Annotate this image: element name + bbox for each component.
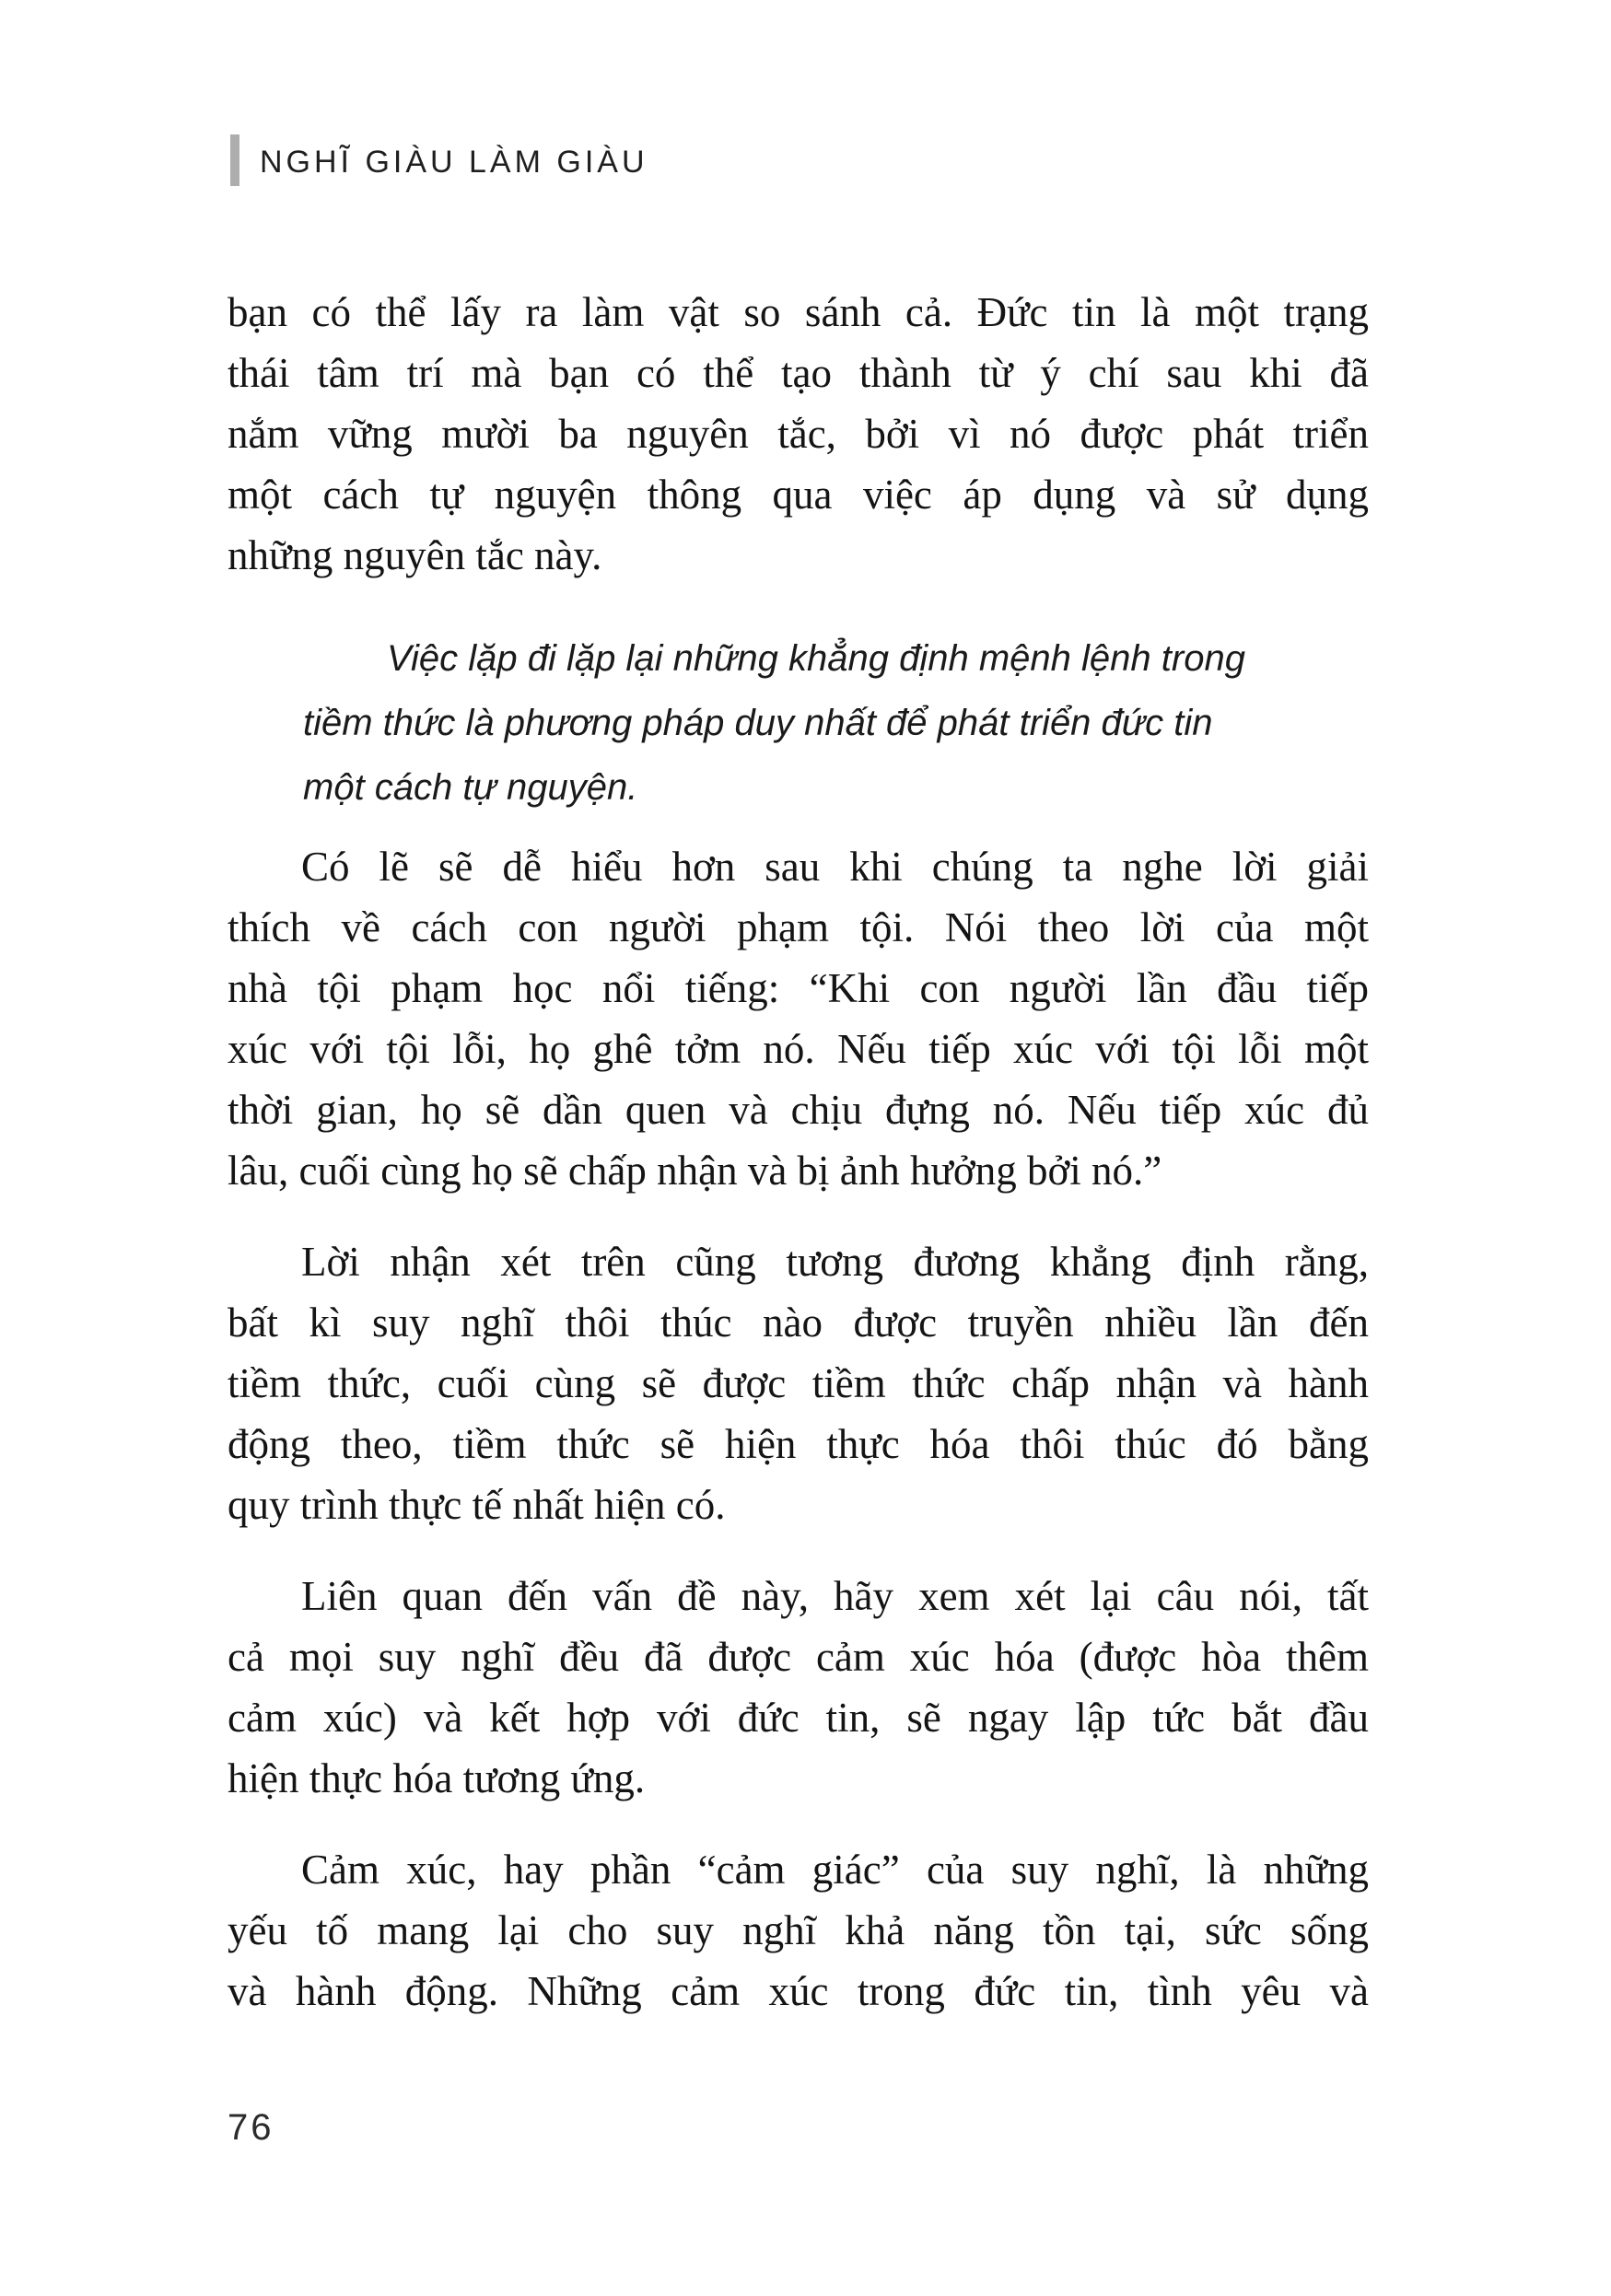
page-number: 76 — [228, 2107, 274, 2148]
text-line: những nguyên tắc này. — [228, 532, 602, 578]
quote-line: tiềm thức là phương pháp duy nhất để phát triển đức tin — [303, 703, 1213, 743]
text-line: tiềm thức, cuối cùng sẽ được tiềm thức chấp nhận và hành — [228, 1360, 1369, 1406]
text-line: thích về cách con người phạm tội. Nói theo lời của một — [228, 904, 1369, 950]
text-line: và hành động. Những cảm xúc trong đức tin, tình yêu và — [228, 1968, 1369, 2014]
paragraph — [228, 836, 1369, 1201]
text-line: thời gian, họ sẽ dần quen và chịu đựng nó. Nếu tiếp xúc đủ — [228, 1087, 1369, 1133]
text-line: động theo, tiềm thức sẽ hiện thực hóa thôi thúc đó bằng — [228, 1421, 1369, 1467]
paragraph — [228, 1566, 1369, 1809]
text-line: Liên quan đến vấn đề này, hãy xem xét lại câu nói, tất — [301, 1573, 1369, 1619]
text-line: Cảm xúc, hay phần “cảm giác” của suy nghĩ, là những — [301, 1847, 1369, 1893]
paragraph — [228, 1231, 1369, 1535]
text-line: nắm vững mười ba nguyên tắc, bởi vì nó được phát triển — [228, 411, 1369, 457]
page-text-block — [228, 282, 1369, 2052]
text-line: một cách tự nguyện thông qua việc áp dụng và sử dụng — [228, 472, 1369, 518]
text-line: yếu tố mang lại cho suy nghĩ khả năng tồn tại, sức sống — [228, 1907, 1369, 1953]
running-header-title: NGHĨ GIÀU LÀM GIÀU — [260, 144, 648, 180]
quote-line: Việc lặp đi lặp lại những khẳng định mệnh lệnh trong — [387, 638, 1245, 679]
text-line: cảm xúc) và kết hợp với đức tin, sẽ ngay lập tức bắt đầu — [228, 1695, 1369, 1741]
text-line: bạn có thể lấy ra làm vật so sánh cả. Đức tin là một trạng — [228, 289, 1369, 335]
text-line: xúc với tội lỗi, họ ghê tởm nó. Nếu tiếp xúc với tội lỗi một — [228, 1026, 1369, 1072]
text-line: quy trình thực tế nhất hiện có. — [228, 1482, 726, 1528]
quote-line: một cách tự nguyện. — [303, 767, 638, 808]
text-line: bất kì suy nghĩ thôi thúc nào được truyền nhiều lần đến — [228, 1300, 1369, 1346]
text-line: thái tâm trí mà bạn có thể tạo thành từ ý chí sau khi đã — [228, 350, 1369, 396]
paragraph — [228, 1839, 1369, 2022]
header-rule-bar — [230, 134, 239, 186]
text-line: nhà tội phạm học nổi tiếng: “Khi con người lần đầu tiếp — [228, 965, 1369, 1011]
text-line: lâu, cuối cùng họ sẽ chấp nhận và bị ảnh hưởng bởi nó.” — [228, 1148, 1162, 1194]
text-line: Lời nhận xét trên cũng tương đương khẳng định rằng, — [301, 1239, 1369, 1285]
paragraph-continuation — [228, 282, 1369, 586]
text-line: Có lẽ sẽ dễ hiểu hơn sau khi chúng ta nghe lời giải — [301, 844, 1369, 890]
text-line: cả mọi suy nghĩ đều đã được cảm xúc hóa (được hòa thêm — [228, 1634, 1369, 1680]
emphasis-quote-block — [303, 626, 1356, 820]
running-header — [230, 134, 648, 186]
text-line: hiện thực hóa tương ứng. — [228, 1755, 646, 1801]
